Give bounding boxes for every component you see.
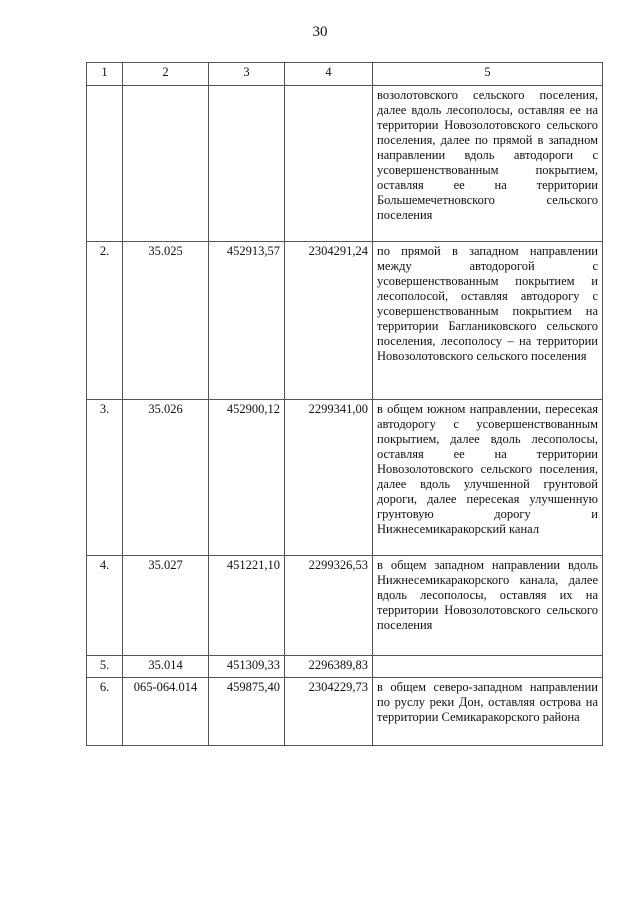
point-id: 35.027 [123,556,209,656]
coordinate-y: 2299326,53 [285,556,373,656]
boundary-description: по прямой в западном направлении между автодорогой с усовершенствованным покрытием и лесополосой, оставляя автодорогу с усовершенствованным покрытием на территории Багланиковского сельского поселения, лесополосу – на территории Новозолотовского сельского поселения [373,242,603,400]
table-row [87,678,603,746]
table-row [87,556,603,656]
page-number: 30 [312,24,328,40]
table-row [87,656,603,678]
column-header: 2 [123,63,209,86]
coordinate-y: 2304229,73 [285,678,373,746]
point-id: 35.014 [123,656,209,678]
column-header: 4 [285,63,373,86]
coordinate-x: 452913,57 [209,242,285,400]
table-row [87,86,603,242]
boundary-description [373,656,603,678]
row-number: 4. [87,556,123,656]
point-id: 35.025 [123,242,209,400]
coordinate-y: 2299341,00 [285,400,373,556]
column-header: 1 [87,63,123,86]
boundary-description: в общем северо-западном направлении по руслу реки Дон, оставляя острова на территории Семикаракорского района [373,678,603,746]
coordinate-x: 459875,40 [209,678,285,746]
column-header: 5 [373,63,603,86]
coordinate-x: 452900,12 [209,400,285,556]
coordinate-x [209,86,285,242]
boundary-table [86,62,603,746]
boundary-description: в общем западном направлении вдоль Нижнесемикаракорского канала, далее вдоль лесополосы, оставляя их на территории Новозолотовского сельского поселения [373,556,603,656]
coordinate-y: 2304291,24 [285,242,373,400]
row-number: 5. [87,656,123,678]
point-id [123,86,209,242]
row-number: 2. [87,242,123,400]
row-number [87,86,123,242]
coordinate-y: 2296389,83 [285,656,373,678]
coordinate-x: 451221,10 [209,556,285,656]
row-number: 6. [87,678,123,746]
table-row [87,400,603,556]
row-number: 3. [87,400,123,556]
point-id: 065-064.014 [123,678,209,746]
point-id: 35.026 [123,400,209,556]
table-header-row [87,63,603,86]
coordinate-x: 451309,33 [209,656,285,678]
boundary-description: в общем южном направлении, пересекая автодорогу с усовершенствованным покрытием, далее вдоль лесополосы, оставляя ее на территории Новозолотовского сельского поселения, далее вдоль улучшенной грунтовой дороги, далее пересекая улучшенную грунтовую дорогу и Нижнесемикаракорский канал [373,400,603,556]
boundary-description: возолотовского сельского поселения, далее вдоль лесополосы, оставляя ее на территории Новозолотовского сельского поселения, далее по прямой в западном направлении вдоль автодороги с усовершенствованным покрытием, оставляя ее на территории Большемечетновского сельского поселения [373,86,603,242]
table-row [87,242,603,400]
column-header: 3 [209,63,285,86]
coordinate-y [285,86,373,242]
